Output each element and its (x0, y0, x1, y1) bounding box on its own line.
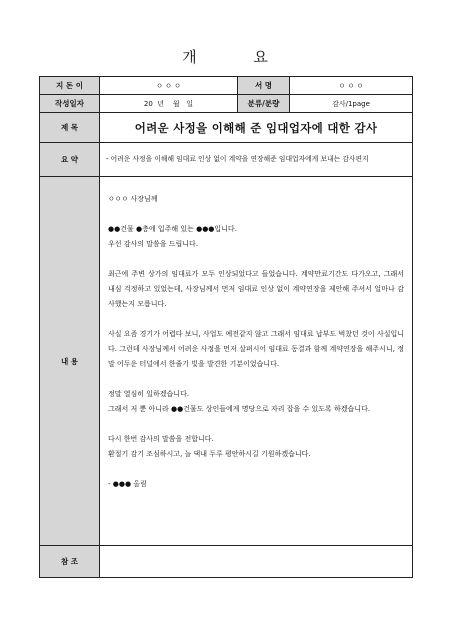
letter-work-hard-line: 정말 열심히 일하겠습니다. (108, 390, 190, 398)
category-value[interactable]: 감사/1page (290, 95, 413, 113)
department-label: 지 돈 이 (40, 77, 100, 95)
overview-form-table (39, 76, 413, 578)
content-label: 내 용 (40, 177, 100, 546)
letter-closing: - ●●● 올림 (108, 480, 147, 488)
letter-wishes-line: 환절기 감기 조심하시고, 늘 댁내 두루 평안하시길 기원하겠습니다. (108, 450, 311, 458)
page-title: 개 요 (182, 48, 294, 66)
category-label: 분류/분량 (238, 95, 290, 113)
signature-label: 서 명 (238, 77, 290, 95)
written-date-label: 작성일자 (40, 95, 100, 113)
letter-body[interactable] (100, 177, 413, 546)
letter-thanks-line: 우선 감사의 말씀을 드립니다. (108, 240, 199, 248)
subject-value[interactable]: 어려운 사정을 이해해 준 임대업자에 대한 감사 (100, 113, 413, 143)
reference-value[interactable] (100, 546, 413, 578)
reference-label: 참 조 (40, 546, 100, 578)
letter-greeting: ㅇㅇㅇ 사장님께 (108, 195, 158, 203)
letter-paragraph-rent: 최근에 주변 상가의 임대료가 모두 인상되었다고 들었습니다. 계약만료기간도 다가오고, 그래서 내심 걱정하고 있었는데, 사장님께서 먼저 임대료 인상 없이 계약연장을 제안해 주셔서 얼마나 감사했는지 모릅니다. (108, 270, 404, 308)
summary-label: 요 약 (40, 143, 100, 177)
letter-intro-line: ●●건물 ●층에 입주해 있는 ●●●입니다. (108, 225, 237, 233)
letter-thanks-again-line: 다시 한번 감사의 말씀을 전합니다. (108, 435, 214, 443)
written-date-value[interactable]: 20 년 월 일 (100, 95, 238, 113)
department-value[interactable]: ㅇ ㅇ ㅇ (100, 77, 238, 95)
subject-label: 제 목 (40, 113, 100, 143)
summary-value[interactable]: - 어려운 사정을 이해해 임대료 인상 없이 계약을 연장해준 임대업자에게 보내는 감사편지 (100, 143, 413, 177)
letter-promise-line: 그래서 저 뿐 아니라 ●●건물도 상인들에게 명당으로 자리 잡을 수 있도록 하겠습니다. (108, 405, 371, 413)
signature-value[interactable]: ㅇ ㅇ ㅇ (290, 77, 413, 95)
letter-paragraph-economy: 사실 요즘 경기가 어렵다 보니, 사업도 예전같지 않고 그래서 임대료 납부도 벅찼던 것이 사실입니다. 그런데 사장님께서 어려운 사정을 먼저 살펴시어 임대료 동결과 함께 계약연장을 해주시니, 정말 어두운 터널에서 한줄기 빛을 발견한 기분이었습니다. (108, 330, 404, 368)
